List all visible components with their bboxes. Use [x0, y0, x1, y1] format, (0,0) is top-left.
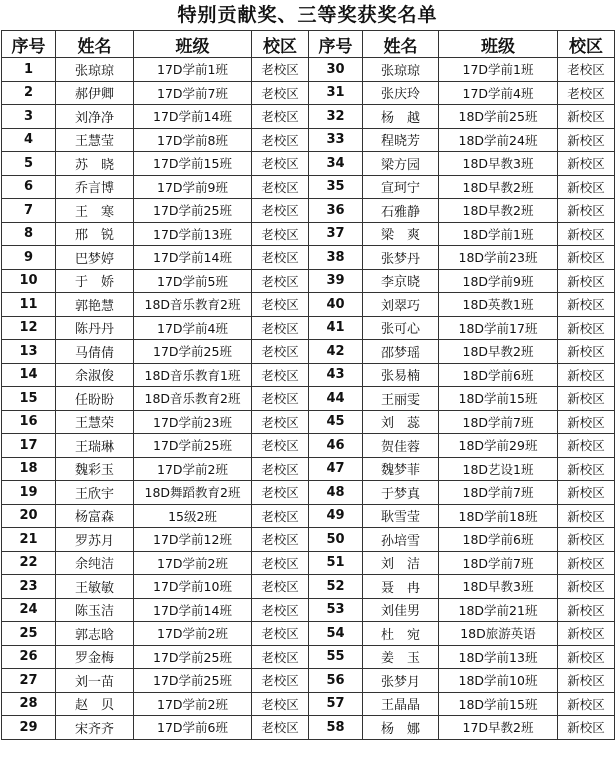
campus-left: 老校区: [252, 269, 309, 293]
student-name-left: 杨富森: [56, 504, 134, 528]
student-name-right: 杨 娜: [363, 716, 439, 740]
campus-right: 老校区: [558, 58, 615, 82]
campus-right: 新校区: [558, 387, 615, 411]
student-name-right: 张琼琼: [363, 58, 439, 82]
class-name-right: 18D学前7班: [439, 551, 558, 575]
campus-right: 老校区: [558, 81, 615, 105]
student-name-right: 刘佳男: [363, 598, 439, 622]
row-number-left: 27: [2, 669, 56, 693]
campus-left: 老校区: [252, 575, 309, 599]
campus-left: 老校区: [252, 58, 309, 82]
row-number-right: 58: [309, 716, 363, 740]
class-name-left: 17D学前4班: [134, 316, 252, 340]
row-number-right: 56: [309, 669, 363, 693]
class-name-right: 18D学前7班: [439, 481, 558, 505]
campus-right: 新校区: [558, 598, 615, 622]
class-name-right: 18D学前29班: [439, 434, 558, 458]
table-row: [2, 152, 615, 176]
class-name-right: 18D早教3班: [439, 152, 558, 176]
campus-left: 老校区: [252, 128, 309, 152]
row-number-left: 29: [2, 716, 56, 740]
student-name-left: 王慧荣: [56, 410, 134, 434]
row-number-left: 21: [2, 528, 56, 552]
student-name-left: 任盼盼: [56, 387, 134, 411]
row-number-right: 53: [309, 598, 363, 622]
class-name-right: 18D学前9班: [439, 269, 558, 293]
campus-left: 老校区: [252, 246, 309, 270]
student-name-left: 陈玉洁: [56, 598, 134, 622]
row-number-left: 24: [2, 598, 56, 622]
row-number-right: 35: [309, 175, 363, 199]
campus-left: 老校区: [252, 434, 309, 458]
row-number-right: 36: [309, 199, 363, 223]
student-name-left: 巴梦婷: [56, 246, 134, 270]
row-number-right: 39: [309, 269, 363, 293]
table-body: [2, 58, 615, 740]
student-name-right: 张可心: [363, 316, 439, 340]
student-name-right: 刘 洁: [363, 551, 439, 575]
table-row: [2, 269, 615, 293]
student-name-left: 王 寒: [56, 199, 134, 223]
student-name-right: 石雅静: [363, 199, 439, 223]
student-name-left: 邢 锐: [56, 222, 134, 246]
class-name-left: 17D学前14班: [134, 598, 252, 622]
campus-right: 新校区: [558, 340, 615, 364]
student-name-right: 梁 爽: [363, 222, 439, 246]
campus-right: 新校区: [558, 105, 615, 129]
student-name-right: 杜 宛: [363, 622, 439, 646]
table-header-row: [2, 31, 615, 58]
row-number-right: 54: [309, 622, 363, 646]
student-name-left: 罗苏月: [56, 528, 134, 552]
campus-right: 新校区: [558, 316, 615, 340]
class-name-right: 18D学前17班: [439, 316, 558, 340]
table-row: [2, 175, 615, 199]
student-name-right: 于梦真: [363, 481, 439, 505]
campus-left: 老校区: [252, 152, 309, 176]
class-name-right: 18D学前15班: [439, 387, 558, 411]
row-number-left: 17: [2, 434, 56, 458]
student-name-left: 郭志晗: [56, 622, 134, 646]
row-number-left: 26: [2, 645, 56, 669]
campus-left: 老校区: [252, 669, 309, 693]
campus-right: 新校区: [558, 434, 615, 458]
campus-right: 新校区: [558, 128, 615, 152]
class-name-right: 18D学前6班: [439, 528, 558, 552]
table-row: [2, 528, 615, 552]
row-number-right: 38: [309, 246, 363, 270]
row-number-right: 31: [309, 81, 363, 105]
row-number-left: 5: [2, 152, 56, 176]
student-name-left: 赵 贝: [56, 692, 134, 716]
row-number-right: 33: [309, 128, 363, 152]
row-number-left: 8: [2, 222, 56, 246]
row-number-left: 23: [2, 575, 56, 599]
class-name-left: 17D学前9班: [134, 175, 252, 199]
class-name-left: 18D音乐教育1班: [134, 363, 252, 387]
class-name-left: 17D学前5班: [134, 269, 252, 293]
class-name-right: 18D英教1班: [439, 293, 558, 317]
class-name-right: 18D早教2班: [439, 175, 558, 199]
table-row: [2, 363, 615, 387]
campus-left: 老校区: [252, 410, 309, 434]
student-name-right: 魏梦菲: [363, 457, 439, 481]
campus-left: 老校区: [252, 340, 309, 364]
row-number-left: 6: [2, 175, 56, 199]
campus-right: 新校区: [558, 504, 615, 528]
student-name-right: 姜 玉: [363, 645, 439, 669]
row-number-left: 14: [2, 363, 56, 387]
class-name-left: 17D学前6班: [134, 716, 252, 740]
table-row: [2, 410, 615, 434]
table-row: [2, 340, 615, 364]
header-no-right: 序号: [309, 31, 363, 58]
student-name-right: 宣珂宁: [363, 175, 439, 199]
class-name-right: 18D早教2班: [439, 199, 558, 223]
table-row: [2, 81, 615, 105]
row-number-left: 28: [2, 692, 56, 716]
campus-left: 老校区: [252, 105, 309, 129]
class-name-right: 18D学前25班: [439, 105, 558, 129]
row-number-left: 18: [2, 457, 56, 481]
campus-left: 老校区: [252, 199, 309, 223]
row-number-left: 10: [2, 269, 56, 293]
class-name-left: 17D学前25班: [134, 340, 252, 364]
row-number-right: 46: [309, 434, 363, 458]
row-number-right: 57: [309, 692, 363, 716]
class-name-left: 17D学前25班: [134, 669, 252, 693]
row-number-left: 15: [2, 387, 56, 411]
table-row: [2, 692, 615, 716]
class-name-right: 18D学前10班: [439, 669, 558, 693]
row-number-right: 45: [309, 410, 363, 434]
row-number-right: 52: [309, 575, 363, 599]
student-name-left: 魏彩玉: [56, 457, 134, 481]
table-row: [2, 316, 615, 340]
campus-right: 新校区: [558, 528, 615, 552]
campus-right: 新校区: [558, 457, 615, 481]
campus-left: 老校区: [252, 222, 309, 246]
class-name-right: 18D学前1班: [439, 222, 558, 246]
table-row: [2, 387, 615, 411]
student-name-right: 邵梦瑶: [363, 340, 439, 364]
table-row: [2, 575, 615, 599]
campus-right: 新校区: [558, 692, 615, 716]
student-name-left: 陈丹丹: [56, 316, 134, 340]
row-number-left: 2: [2, 81, 56, 105]
campus-right: 新校区: [558, 175, 615, 199]
header-campus-left: 校区: [252, 31, 309, 58]
campus-left: 老校区: [252, 175, 309, 199]
campus-left: 老校区: [252, 692, 309, 716]
class-name-right: 18D艺设1班: [439, 457, 558, 481]
document-title: 特别贡献奖、三等奖获奖名单: [177, 4, 438, 26]
campus-left: 老校区: [252, 504, 309, 528]
row-number-right: 50: [309, 528, 363, 552]
class-name-left: 18D音乐教育2班: [134, 387, 252, 411]
campus-left: 老校区: [252, 387, 309, 411]
student-name-right: 孙培雪: [363, 528, 439, 552]
class-name-left: 17D学前13班: [134, 222, 252, 246]
class-name-right: 18D学前6班: [439, 363, 558, 387]
award-table: [1, 30, 615, 740]
row-number-left: 19: [2, 481, 56, 505]
student-name-right: 贺佳蓉: [363, 434, 439, 458]
student-name-right: 刘翠巧: [363, 293, 439, 317]
table-row: [2, 622, 615, 646]
class-name-right: 17D早教2班: [439, 716, 558, 740]
campus-right: 新校区: [558, 551, 615, 575]
row-number-right: 30: [309, 58, 363, 82]
class-name-left: 17D学前12班: [134, 528, 252, 552]
table-row: [2, 551, 615, 575]
student-name-left: 宋齐齐: [56, 716, 134, 740]
row-number-right: 42: [309, 340, 363, 364]
class-name-left: 17D学前2班: [134, 457, 252, 481]
table-row: [2, 598, 615, 622]
class-name-left: 17D学前15班: [134, 152, 252, 176]
class-name-left: 17D学前2班: [134, 692, 252, 716]
row-number-left: 3: [2, 105, 56, 129]
student-name-left: 刘净净: [56, 105, 134, 129]
table-row: [2, 645, 615, 669]
campus-left: 老校区: [252, 716, 309, 740]
class-name-left: 17D学前25班: [134, 434, 252, 458]
class-name-left: 17D学前23班: [134, 410, 252, 434]
header-name-right: 姓名: [363, 31, 439, 58]
campus-left: 老校区: [252, 457, 309, 481]
class-name-left: 17D学前8班: [134, 128, 252, 152]
class-name-right: 18D学前18班: [439, 504, 558, 528]
student-name-right: 聂 冉: [363, 575, 439, 599]
class-name-right: 17D学前1班: [439, 58, 558, 82]
table-row: [2, 457, 615, 481]
class-name-right: 18D学前15班: [439, 692, 558, 716]
row-number-left: 1: [2, 58, 56, 82]
table-row: [2, 504, 615, 528]
row-number-right: 44: [309, 387, 363, 411]
table-row: [2, 105, 615, 129]
class-name-right: 18D旅游英语: [439, 622, 558, 646]
class-name-right: 18D学前24班: [439, 128, 558, 152]
row-number-left: 22: [2, 551, 56, 575]
student-name-left: 郭艳慧: [56, 293, 134, 317]
table-row: [2, 293, 615, 317]
campus-right: 新校区: [558, 645, 615, 669]
row-number-right: 43: [309, 363, 363, 387]
row-number-right: 41: [309, 316, 363, 340]
row-number-left: 4: [2, 128, 56, 152]
table-row: [2, 669, 615, 693]
campus-left: 老校区: [252, 528, 309, 552]
campus-right: 新校区: [558, 222, 615, 246]
student-name-left: 张琼琼: [56, 58, 134, 82]
campus-right: 新校区: [558, 363, 615, 387]
student-name-left: 余纯洁: [56, 551, 134, 575]
student-name-right: 刘 蕊: [363, 410, 439, 434]
student-name-left: 王敏敏: [56, 575, 134, 599]
class-name-left: 18D舞蹈教育2班: [134, 481, 252, 505]
row-number-left: 13: [2, 340, 56, 364]
row-number-right: 55: [309, 645, 363, 669]
row-number-left: 20: [2, 504, 56, 528]
row-number-right: 37: [309, 222, 363, 246]
row-number-right: 32: [309, 105, 363, 129]
campus-right: 新校区: [558, 246, 615, 270]
student-name-right: 张梦月: [363, 669, 439, 693]
student-name-left: 王欣宇: [56, 481, 134, 505]
student-name-left: 罗金梅: [56, 645, 134, 669]
class-name-left: 17D学前2班: [134, 622, 252, 646]
header-campus-right: 校区: [558, 31, 615, 58]
student-name-left: 乔言博: [56, 175, 134, 199]
student-name-left: 王瑞琳: [56, 434, 134, 458]
table-row: [2, 246, 615, 270]
row-number-left: 7: [2, 199, 56, 223]
student-name-right: 王晶晶: [363, 692, 439, 716]
campus-right: 新校区: [558, 410, 615, 434]
student-name-right: 王丽雯: [363, 387, 439, 411]
table-row: [2, 222, 615, 246]
student-name-right: 张梦丹: [363, 246, 439, 270]
student-name-right: 耿雪莹: [363, 504, 439, 528]
student-name-right: 程晓芳: [363, 128, 439, 152]
student-name-left: 苏 晓: [56, 152, 134, 176]
campus-left: 老校区: [252, 81, 309, 105]
campus-left: 老校区: [252, 363, 309, 387]
student-name-right: 梁方园: [363, 152, 439, 176]
class-name-right: 18D学前13班: [439, 645, 558, 669]
class-name-left: 17D学前25班: [134, 199, 252, 223]
header-class-left: 班级: [134, 31, 252, 58]
class-name-right: 18D早教2班: [439, 340, 558, 364]
student-name-right: 杨 越: [363, 105, 439, 129]
row-number-right: 34: [309, 152, 363, 176]
campus-left: 老校区: [252, 293, 309, 317]
row-number-right: 47: [309, 457, 363, 481]
student-name-left: 刘一苗: [56, 669, 134, 693]
campus-left: 老校区: [252, 622, 309, 646]
header-name-left: 姓名: [56, 31, 134, 58]
class-name-left: 17D学前14班: [134, 246, 252, 270]
table-row: [2, 58, 615, 82]
class-name-left: 17D学前14班: [134, 105, 252, 129]
class-name-right: 18D学前23班: [439, 246, 558, 270]
table-row: [2, 128, 615, 152]
row-number-left: 11: [2, 293, 56, 317]
class-name-right: 18D早教3班: [439, 575, 558, 599]
row-number-left: 9: [2, 246, 56, 270]
class-name-right: 18D学前7班: [439, 410, 558, 434]
campus-left: 老校区: [252, 316, 309, 340]
student-name-right: 张易楠: [363, 363, 439, 387]
class-name-left: 17D学前25班: [134, 645, 252, 669]
campus-right: 新校区: [558, 269, 615, 293]
table-row: [2, 434, 615, 458]
class-name-left: 17D学前2班: [134, 551, 252, 575]
campus-right: 新校区: [558, 152, 615, 176]
class-name-left: 15级2班: [134, 504, 252, 528]
student-name-left: 王慧莹: [56, 128, 134, 152]
student-name-right: 李京晓: [363, 269, 439, 293]
student-name-left: 马倩倩: [56, 340, 134, 364]
row-number-right: 48: [309, 481, 363, 505]
campus-left: 老校区: [252, 645, 309, 669]
row-number-left: 16: [2, 410, 56, 434]
table-row: [2, 481, 615, 505]
class-name-left: 17D学前1班: [134, 58, 252, 82]
class-name-right: 18D学前21班: [439, 598, 558, 622]
header-no-left: 序号: [2, 31, 56, 58]
row-number-right: 49: [309, 504, 363, 528]
student-name-left: 余淑俊: [56, 363, 134, 387]
campus-right: 新校区: [558, 716, 615, 740]
campus-right: 新校区: [558, 481, 615, 505]
campus-right: 新校区: [558, 293, 615, 317]
student-name-left: 郝伊卿: [56, 81, 134, 105]
row-number-right: 40: [309, 293, 363, 317]
class-name-left: 18D音乐教育2班: [134, 293, 252, 317]
campus-right: 新校区: [558, 199, 615, 223]
campus-left: 老校区: [252, 551, 309, 575]
header-class-right: 班级: [439, 31, 558, 58]
row-number-right: 51: [309, 551, 363, 575]
campus-left: 老校区: [252, 598, 309, 622]
class-name-right: 17D学前4班: [439, 81, 558, 105]
student-name-left: 于 娇: [56, 269, 134, 293]
table-row: [2, 716, 615, 740]
row-number-left: 12: [2, 316, 56, 340]
campus-left: 老校区: [252, 481, 309, 505]
campus-right: 新校区: [558, 669, 615, 693]
row-number-left: 25: [2, 622, 56, 646]
student-name-right: 张庆玲: [363, 81, 439, 105]
class-name-left: 17D学前7班: [134, 81, 252, 105]
campus-right: 新校区: [558, 575, 615, 599]
campus-right: 新校区: [558, 622, 615, 646]
class-name-left: 17D学前10班: [134, 575, 252, 599]
table-row: [2, 199, 615, 223]
